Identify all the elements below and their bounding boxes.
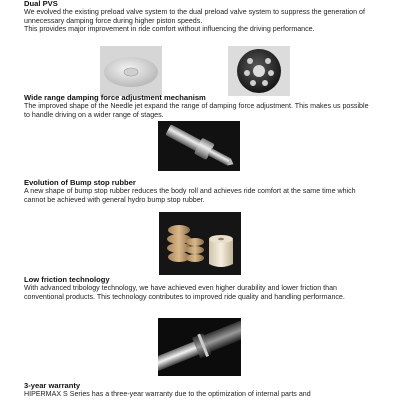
section-heading: Wide range damping force adjustment mechanism bbox=[24, 93, 206, 102]
damper-rod-photo bbox=[158, 318, 241, 376]
bump-stop-rubber-photo bbox=[159, 212, 241, 275]
section-body: The improved shape of the Needle jet expand the range of damping force adjustment. This makes us possible to handle driving on a wider range of stages. bbox=[24, 102, 369, 119]
valve-parts-photo bbox=[100, 46, 290, 96]
feature-dual-pvs bbox=[24, 0, 376, 34]
needle-jet-photo bbox=[158, 121, 240, 171]
section-body: We evolved the existing preload valve system to the dual preload valve system to suppress the generation of unnecessary damping force during higher piston speeds. bbox=[24, 8, 365, 25]
feature-low-friction bbox=[24, 275, 376, 301]
section-body: With advanced tribology technology, we have achieved even higher durability and lower friction than conventional products. This technology contributes to improved ride quality and handling performance. bbox=[24, 284, 345, 301]
feature-bump-stop bbox=[24, 178, 376, 204]
feature-damping-adjustment bbox=[24, 93, 376, 119]
section-heading: 3-year warranty bbox=[24, 381, 81, 390]
section-heading: Evolution of Bump stop rubber bbox=[24, 178, 136, 187]
section-body-continued: This provides major improvement in ride comfort without influencing the driving performance. bbox=[24, 25, 315, 34]
section-body: A new shape of bump stop rubber reduces the body roll and achieves ride comfort at the same time which cannot be achieved with general hydro bump stop rubber. bbox=[24, 187, 356, 204]
section-heading: Dual PVS bbox=[24, 0, 58, 8]
section-heading: Low friction technology bbox=[24, 275, 110, 284]
section-body: HIPERMAX S Series has a three-year warranty due to the optimization of internal parts and bbox=[24, 390, 311, 398]
feature-warranty bbox=[24, 381, 376, 399]
